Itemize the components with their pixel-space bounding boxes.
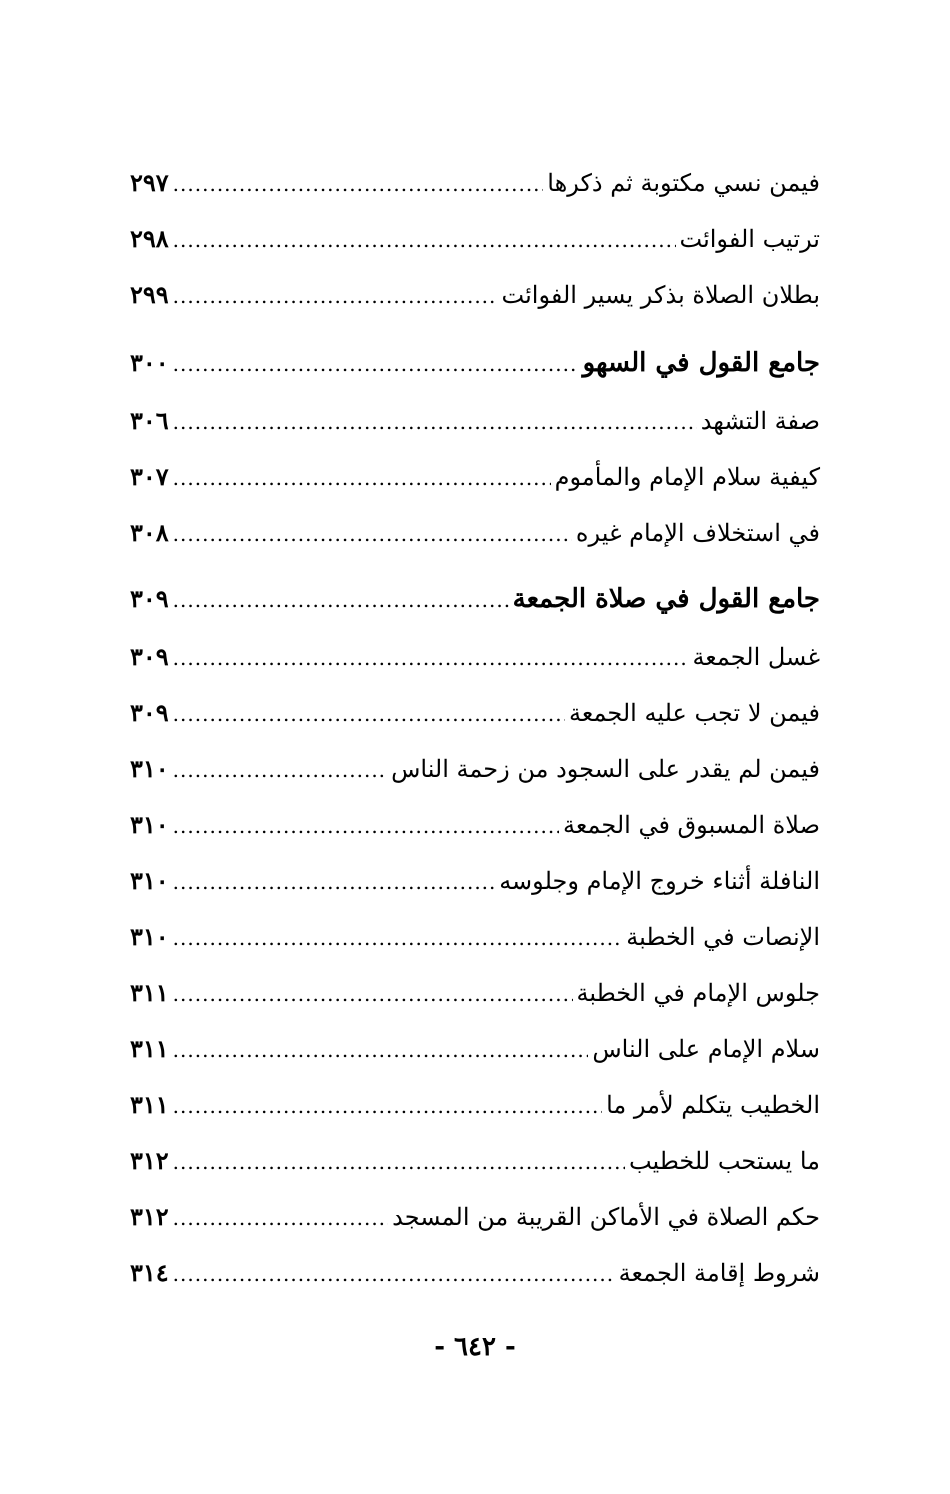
toc-entry: [130, 978, 820, 1018]
entry-page-number: ٣٠٨: [130, 518, 169, 547]
toc-entry: [130, 1202, 820, 1242]
entry-page-number: ٣١٠: [130, 866, 169, 895]
toc-entry: [130, 698, 820, 738]
toc-entry: [130, 518, 820, 558]
entry-page-number: ٣٠٦: [130, 406, 169, 435]
toc-entry: [130, 406, 820, 446]
entry-title: كيفية سلام الإمام والمأموم: [554, 463, 820, 491]
dot-leader: [173, 284, 498, 308]
entry-page-number: ٣١٠: [130, 810, 169, 839]
toc-entry: [130, 224, 820, 264]
dot-leader: [173, 1262, 615, 1286]
entry-page-number: ٣١٠: [130, 754, 169, 783]
toc-entry: [130, 642, 820, 682]
toc-entry: [130, 168, 820, 208]
entry-page-number: ٣١٢: [130, 1146, 169, 1175]
entry-title: جامع القول في السهو: [582, 348, 820, 378]
toc-entry: [130, 462, 820, 502]
dot-leader: [173, 702, 565, 726]
toc-section-heading: [130, 348, 820, 388]
entry-page-number: ٢٩٧: [130, 168, 169, 197]
toc-entry: [130, 866, 820, 906]
toc-entry: [130, 280, 820, 320]
toc-entry: [130, 810, 820, 850]
entry-title: جامع القول في صلاة الجمعة: [512, 584, 820, 614]
entry-title: النافلة أثناء خروج الإمام وجلوسه: [499, 867, 820, 895]
entry-page-number: ٣١٢: [130, 1202, 169, 1231]
entry-page-number: ٣١١: [130, 978, 169, 1007]
entry-page-number: ٢٩٩: [130, 280, 169, 309]
toc-entry: [130, 1258, 820, 1298]
dot-leader: [173, 1150, 625, 1174]
entry-page-number: ٣٠٠: [130, 348, 169, 377]
dot-leader: [173, 410, 697, 434]
dot-leader: [173, 1038, 589, 1062]
toc-entry: [130, 1090, 820, 1130]
entry-page-number: ٣٠٩: [130, 698, 169, 727]
entry-title: ما يستحب للخطيب: [628, 1147, 820, 1175]
toc-entry: [130, 1146, 820, 1186]
entry-page-number: ٣١١: [130, 1034, 169, 1063]
dot-leader: [173, 228, 676, 252]
toc-entry: [130, 754, 820, 794]
entry-title: بطلان الصلاة بذكر يسير الفوائت: [501, 281, 820, 309]
entry-page-number: ٢٩٨: [130, 224, 169, 253]
entry-title: صلاة المسبوق في الجمعة: [563, 811, 820, 839]
entry-title: الخطيب يتكلم لأمر ما: [606, 1091, 820, 1119]
entry-title: صفة التشهد: [700, 407, 820, 435]
entry-page-number: ٣١٠: [130, 922, 169, 951]
entry-page-number: ٣٠٩: [130, 584, 169, 613]
dot-leader: [173, 926, 623, 950]
entry-title: الإنصات في الخطبة: [626, 923, 820, 951]
entry-title: حكم الصلاة في الأماكن القريبة من المسجد: [392, 1203, 820, 1231]
entry-page-number: ٣٠٩: [130, 642, 169, 671]
dot-leader: [173, 352, 579, 376]
dot-leader: [173, 172, 544, 196]
entry-title: غسل الجمعة: [692, 643, 820, 671]
toc-entry: [130, 1034, 820, 1074]
dot-leader: [173, 982, 573, 1006]
dot-leader: [173, 646, 689, 670]
toc-section-heading: [130, 584, 820, 624]
entry-page-number: ٣١١: [130, 1090, 169, 1119]
dot-leader: [173, 814, 559, 838]
entry-title: شروط إقامة الجمعة: [618, 1259, 820, 1287]
entry-title: ترتيب الفوائت: [679, 225, 820, 253]
dot-leader: [173, 758, 387, 782]
entry-title: في استخلاف الإمام غيره: [575, 519, 820, 547]
entry-title: فيمن نسي مكتوبة ثم ذكرها: [547, 169, 820, 197]
dot-leader: [173, 588, 509, 612]
entry-title: جلوس الإمام في الخطبة: [576, 979, 820, 1007]
dot-leader: [173, 1206, 388, 1230]
dot-leader: [173, 870, 496, 894]
dot-leader: [173, 522, 572, 546]
entry-page-number: ٣١٤: [130, 1258, 169, 1287]
dot-leader: [173, 1094, 602, 1118]
entry-title: فيمن لا تجب عليه الجمعة: [569, 699, 820, 727]
entry-title: سلام الإمام على الناس: [592, 1035, 820, 1063]
dot-leader: [173, 466, 551, 490]
entry-page-number: ٣٠٧: [130, 462, 169, 491]
page-folio-number: - ٦٤٢ -: [434, 1332, 516, 1362]
entry-title: فيمن لم يقدر على السجود من زحمة الناس: [391, 755, 820, 783]
toc-entry: [130, 922, 820, 962]
